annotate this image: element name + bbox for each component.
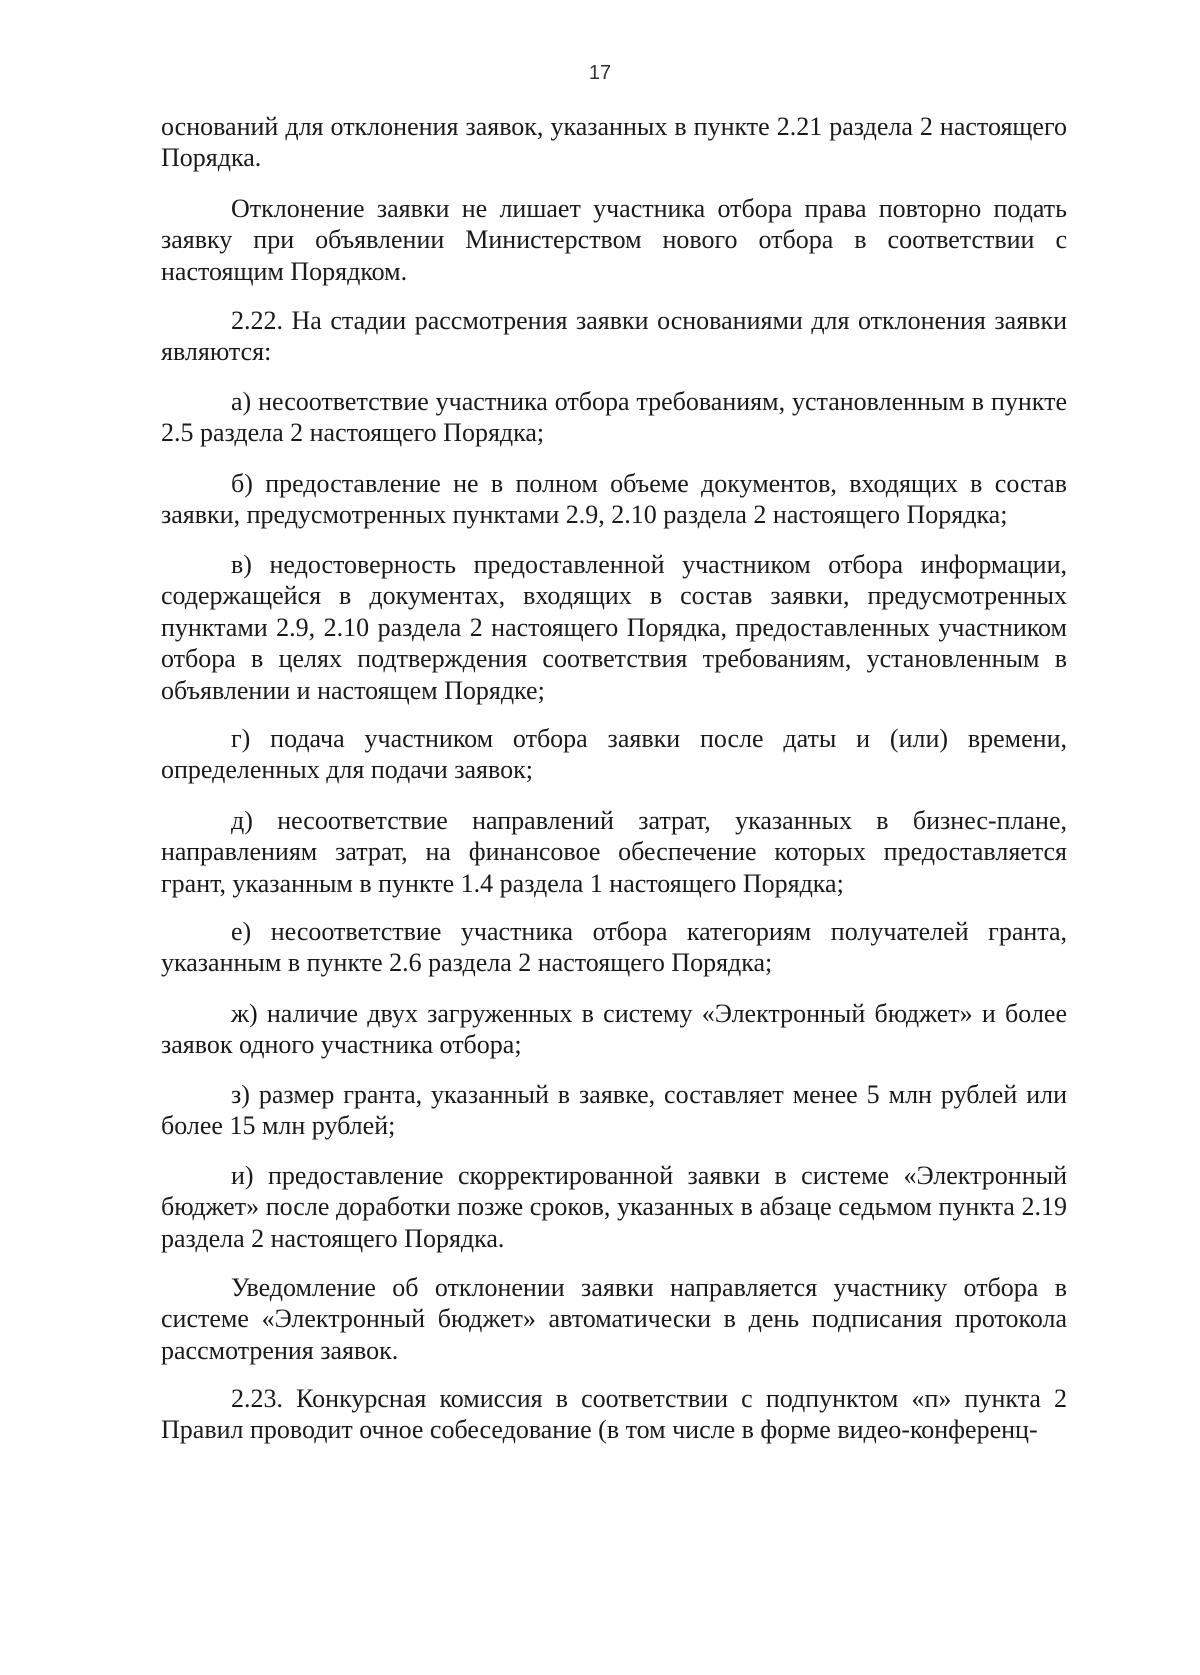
paragraph-continuation: оснований для отклонения заявок, указанных в пункте 2.21 раздела 2 настоящего Порядка. bbox=[161, 112, 1067, 173]
paragraph-rejection-note: Отклонение заявки не лишает участника отбора права повторно подать заявку при объявлении Министерством нового отбора в соответствии с настоящим Порядком. bbox=[161, 194, 1067, 286]
paragraph-2-22: 2.22. На стадии рассмотрения заявки основаниями для отклонения заявки являются: bbox=[161, 306, 1067, 367]
paragraph-item-i: и) предоставление скорректированной заявки в системе «Электронный бюджет» после доработки позже сроков, указанных в абзаце седьмом пункта 2.19 раздела 2 настоящего Порядка. bbox=[161, 1161, 1067, 1253]
paragraph-item-zh: ж) наличие двух загруженных в систему «Электронный бюджет» и более заявок одного участника отбора; bbox=[161, 999, 1067, 1060]
paragraph-item-d: д) несоответствие направлений затрат, указанных в бизнес-плане, направлениям затрат, на финансовое обеспечение которых предоставляется грант, указанным в пункте 1.4 раздела 1 настоящего Порядка; bbox=[161, 806, 1067, 898]
paragraph-notification: Уведомление об отклонении заявки направляется участнику отбора в системе «Электронный бюджет» автоматически в день подписания протокола рассмотрения заявок. bbox=[161, 1273, 1067, 1365]
paragraph-item-b: б) предоставление не в полном объеме документов, входящих в состав заявки, предусмотренных пунктами 2.9, 2.10 раздела 2 настоящего Порядка; bbox=[161, 469, 1067, 530]
paragraph-item-a: а) несоответствие участника отбора требованиям, установленным в пункте 2.5 раздела 2 настоящего Порядка; bbox=[161, 387, 1067, 448]
page-number: 17 bbox=[588, 62, 612, 84]
paragraph-2-23: 2.23. Конкурсная комиссия в соответствии с подпунктом «п» пункта 2 Правил проводит очное собеседование (в том числе в форме видео-конференц- bbox=[161, 1384, 1067, 1445]
paragraph-item-v: в) недостоверность предоставленной участником отбора информации, содержащейся в документах, входящих в состав заявки, предусмотренных пунктами 2.9, 2.10 раздела 2 настоящего Порядка, предоставленных участником отбора в целях подтверждения соответствия требованиям, установленным в объявлении и настоящем Порядке; bbox=[161, 550, 1067, 705]
paragraph-item-z: з) размер гранта, указанный в заявке, составляет менее 5 млн рублей или более 15 млн рублей; bbox=[161, 1080, 1067, 1141]
paragraph-item-g: г) подача участником отбора заявки после даты и (или) времени, определенных для подачи заявок; bbox=[161, 724, 1067, 785]
paragraph-item-e: е) несоответствие участника отбора категориям получателей гранта, указанным в пункте 2.6 раздела 2 настоящего Порядка; bbox=[161, 917, 1067, 978]
